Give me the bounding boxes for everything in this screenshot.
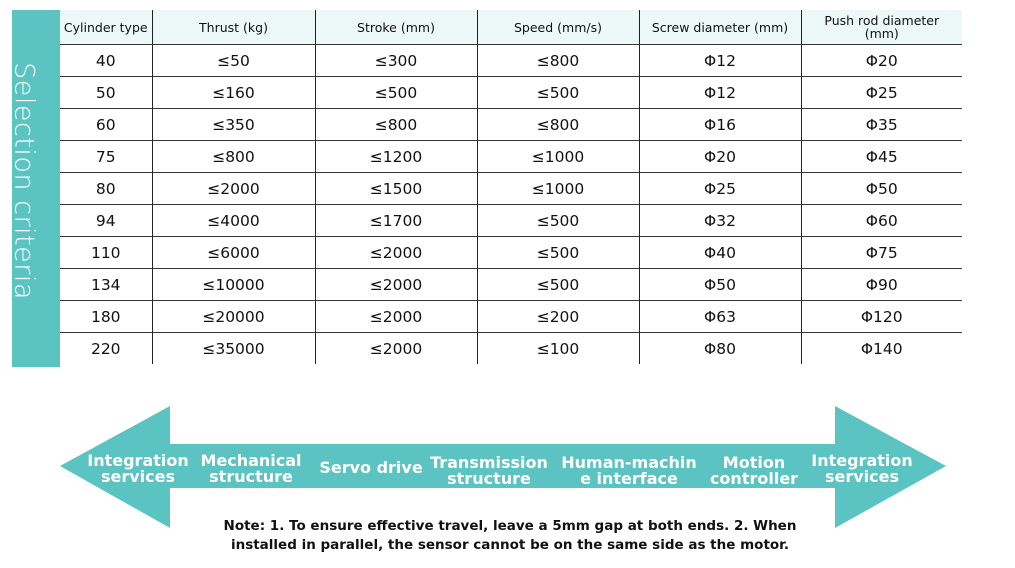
header-screw-diameter: Screw diameter (mm) [639,10,801,45]
table-cell: Φ140 [860,339,903,358]
table-cell: Φ12 [639,77,801,109]
table-cell: ≤2000 [315,333,477,365]
table-cell: Φ12 [639,45,801,77]
table-cell: ≤1000 [477,173,639,205]
table-cell: ≤1000 [477,141,639,173]
table-cell: ≤350 [152,109,315,141]
table-cell: ≤500 [315,77,477,109]
table-cell: ≤500 [477,237,639,269]
arrow-label-mechanical-structure: Mechanical structure [200,451,302,486]
table-cell: ≤800 [477,45,639,77]
table-cell: Φ25 [801,77,962,109]
table-cell: Φ63 [639,301,801,333]
table-cell: ≤500 [477,205,639,237]
table-cell: Φ120 [801,301,962,333]
table-cell: ≤10000 [152,269,315,301]
table-cell: ≤100 [477,333,639,365]
table-cell: 60 [60,109,152,141]
table-cell: 80 [60,173,152,205]
table-cell: Φ20 [801,45,962,77]
table-cell: ≤300 [315,45,477,77]
table-cell: 134 [60,269,152,301]
table-cell: ≤35000 [152,333,315,365]
table-cell: ≤800 [477,109,639,141]
table-cell: ≤200 [477,301,639,333]
table-cell: Φ20 [639,141,801,173]
arrow-label-motion-controller: Motion controller [709,453,799,488]
table-cell: ≤1200 [315,141,477,173]
table-cell: Φ32 [639,205,801,237]
arrow-label-transmission-structure: Transmission structure [430,453,548,488]
table-cell: ≤500 [477,269,639,301]
table-cell: Φ80 [639,333,801,365]
header-cylinder-type: Cylinder type [60,10,152,45]
table-cell: 40 [60,45,152,77]
arrow-label-servo-drive: Servo drive [319,458,423,477]
arrow-label-human-machine-interface: Human-machin e interface [561,453,697,488]
table-cell: ≤2000 [152,173,315,205]
table-cell: 180 [60,301,152,333]
header-thrust: Thrust (kg) [152,10,315,45]
table-cell: Φ50 [801,173,962,205]
table-cell: Φ45 [801,141,962,173]
table-cell: 110 [60,237,152,269]
table-cell: ≤1500 [315,173,477,205]
arrow-label-integration-services-right: Integration services [811,451,913,486]
table-cell: Φ16 [639,109,801,141]
table-cell: Φ35 [801,109,962,141]
selection-criteria-label: Selection criteria [8,62,40,300]
table-cell: ≤2000 [315,301,477,333]
table-cell: ≤160 [152,77,315,109]
table-cell: ≤500 [477,77,639,109]
table-cell: ≤50 [152,45,315,77]
table-cell: 220 [60,333,152,365]
table-cell: 94 [60,205,152,237]
table-cell: Φ25 [639,173,801,205]
table-cell: ≤2000 [315,237,477,269]
table-cell: ≤800 [152,141,315,173]
table-cell: ≤6000 [152,237,315,269]
header-push-rod-diameter: Push rod diameter (mm) [801,10,962,45]
header-stroke: Stroke (mm) [315,10,477,45]
header-speed: Speed (mm/s) [477,10,639,45]
table-cell: 50 [60,77,152,109]
table-cell: ≤2000 [315,269,477,301]
table-cell: Φ40 [639,237,801,269]
table-cell: Φ75 [801,237,962,269]
table-cell: Φ60 [801,205,962,237]
table-cell: ≤1700 [315,205,477,237]
table-cell: ≤20000 [152,301,315,333]
arrow-label-integration-services-left: Integration services [87,451,189,486]
table-cell: 75 [60,141,152,173]
double-arrow-icon [60,406,946,528]
table-cell: Φ50 [639,269,801,301]
table-cell: Φ90 [801,269,962,301]
table-cell: ≤800 [315,109,477,141]
installation-note: Note: 1. To ensure effective travel, leave a 5mm gap at both ends. 2. When installed in parallel, the sensor cannot be on the same side as the motor. [223,518,797,553]
table-cell: ≤4000 [152,205,315,237]
